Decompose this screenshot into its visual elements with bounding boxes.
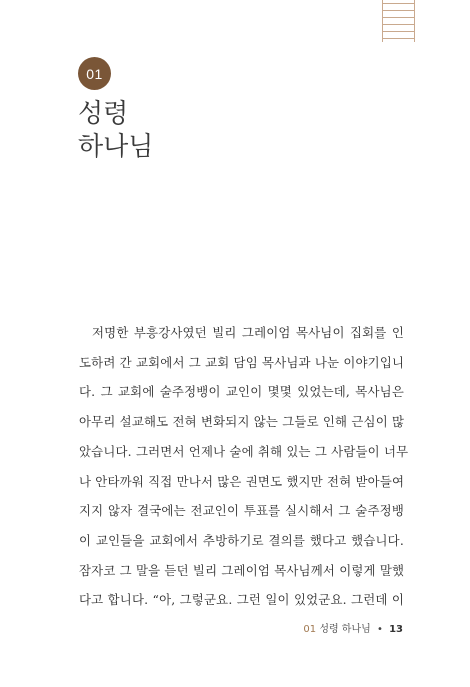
body-line: 잠자코 그 말을 듣던 빌리 그레이엄 목사님께서 이렇게 말했 [79, 562, 405, 578]
body-line: 이 교인들을 교회에서 추방하기로 결의를 했다고 했습니다. [79, 532, 404, 548]
chapter-title-line: 성령 [78, 99, 129, 129]
chapter-number-badge: 01 [78, 57, 111, 90]
ladder-rung [383, 17, 414, 18]
page-footer [303, 620, 403, 635]
chapter-title [78, 98, 153, 164]
footer-chapter-number: 01 [303, 624, 317, 635]
ladder-rung [383, 38, 414, 39]
ladder-decoration [382, 0, 415, 42]
body-line: 지지 않자 결국에는 전교인이 투표를 실시해서 그 술주정뱅 [79, 503, 404, 519]
footer-separator: • [376, 624, 383, 635]
body-line: 도하려 간 교회에서 그 교회 담임 목사님과 나눈 이야기입니 [79, 354, 405, 370]
body-line: 저명한 부흥강사였던 빌리 그레이엄 목사님이 집회를 인 [92, 325, 404, 340]
page-number: 13 [389, 624, 403, 635]
ladder-rung [383, 31, 414, 32]
ladder-rung [383, 24, 414, 25]
ladder-rung [383, 10, 414, 11]
body-paragraph [79, 318, 409, 615]
chapter-title-line: 하나님 [78, 132, 154, 162]
body-line: 아무리 설교해도 전혀 변화되지 않는 그들로 인해 근심이 많 [79, 414, 405, 430]
body-line: 다고 합니다. “아, 그렇군요. 그런 일이 있었군요. 그런데 이 [79, 592, 404, 608]
body-line: 았습니다. 그러면서 언제나 술에 취해 있는 그 사람들이 너무 [79, 443, 409, 459]
ladder-rung [383, 3, 414, 4]
body-line: 나 안타까워 직접 만나서 많은 권면도 했지만 전혀 받아들여 [79, 473, 405, 489]
body-line: 다. 그 교회에 술주정뱅이 교인이 몇몇 있었는데, 목사님은 [79, 384, 404, 400]
footer-chapter-title: 성령 하나님 [319, 624, 371, 635]
